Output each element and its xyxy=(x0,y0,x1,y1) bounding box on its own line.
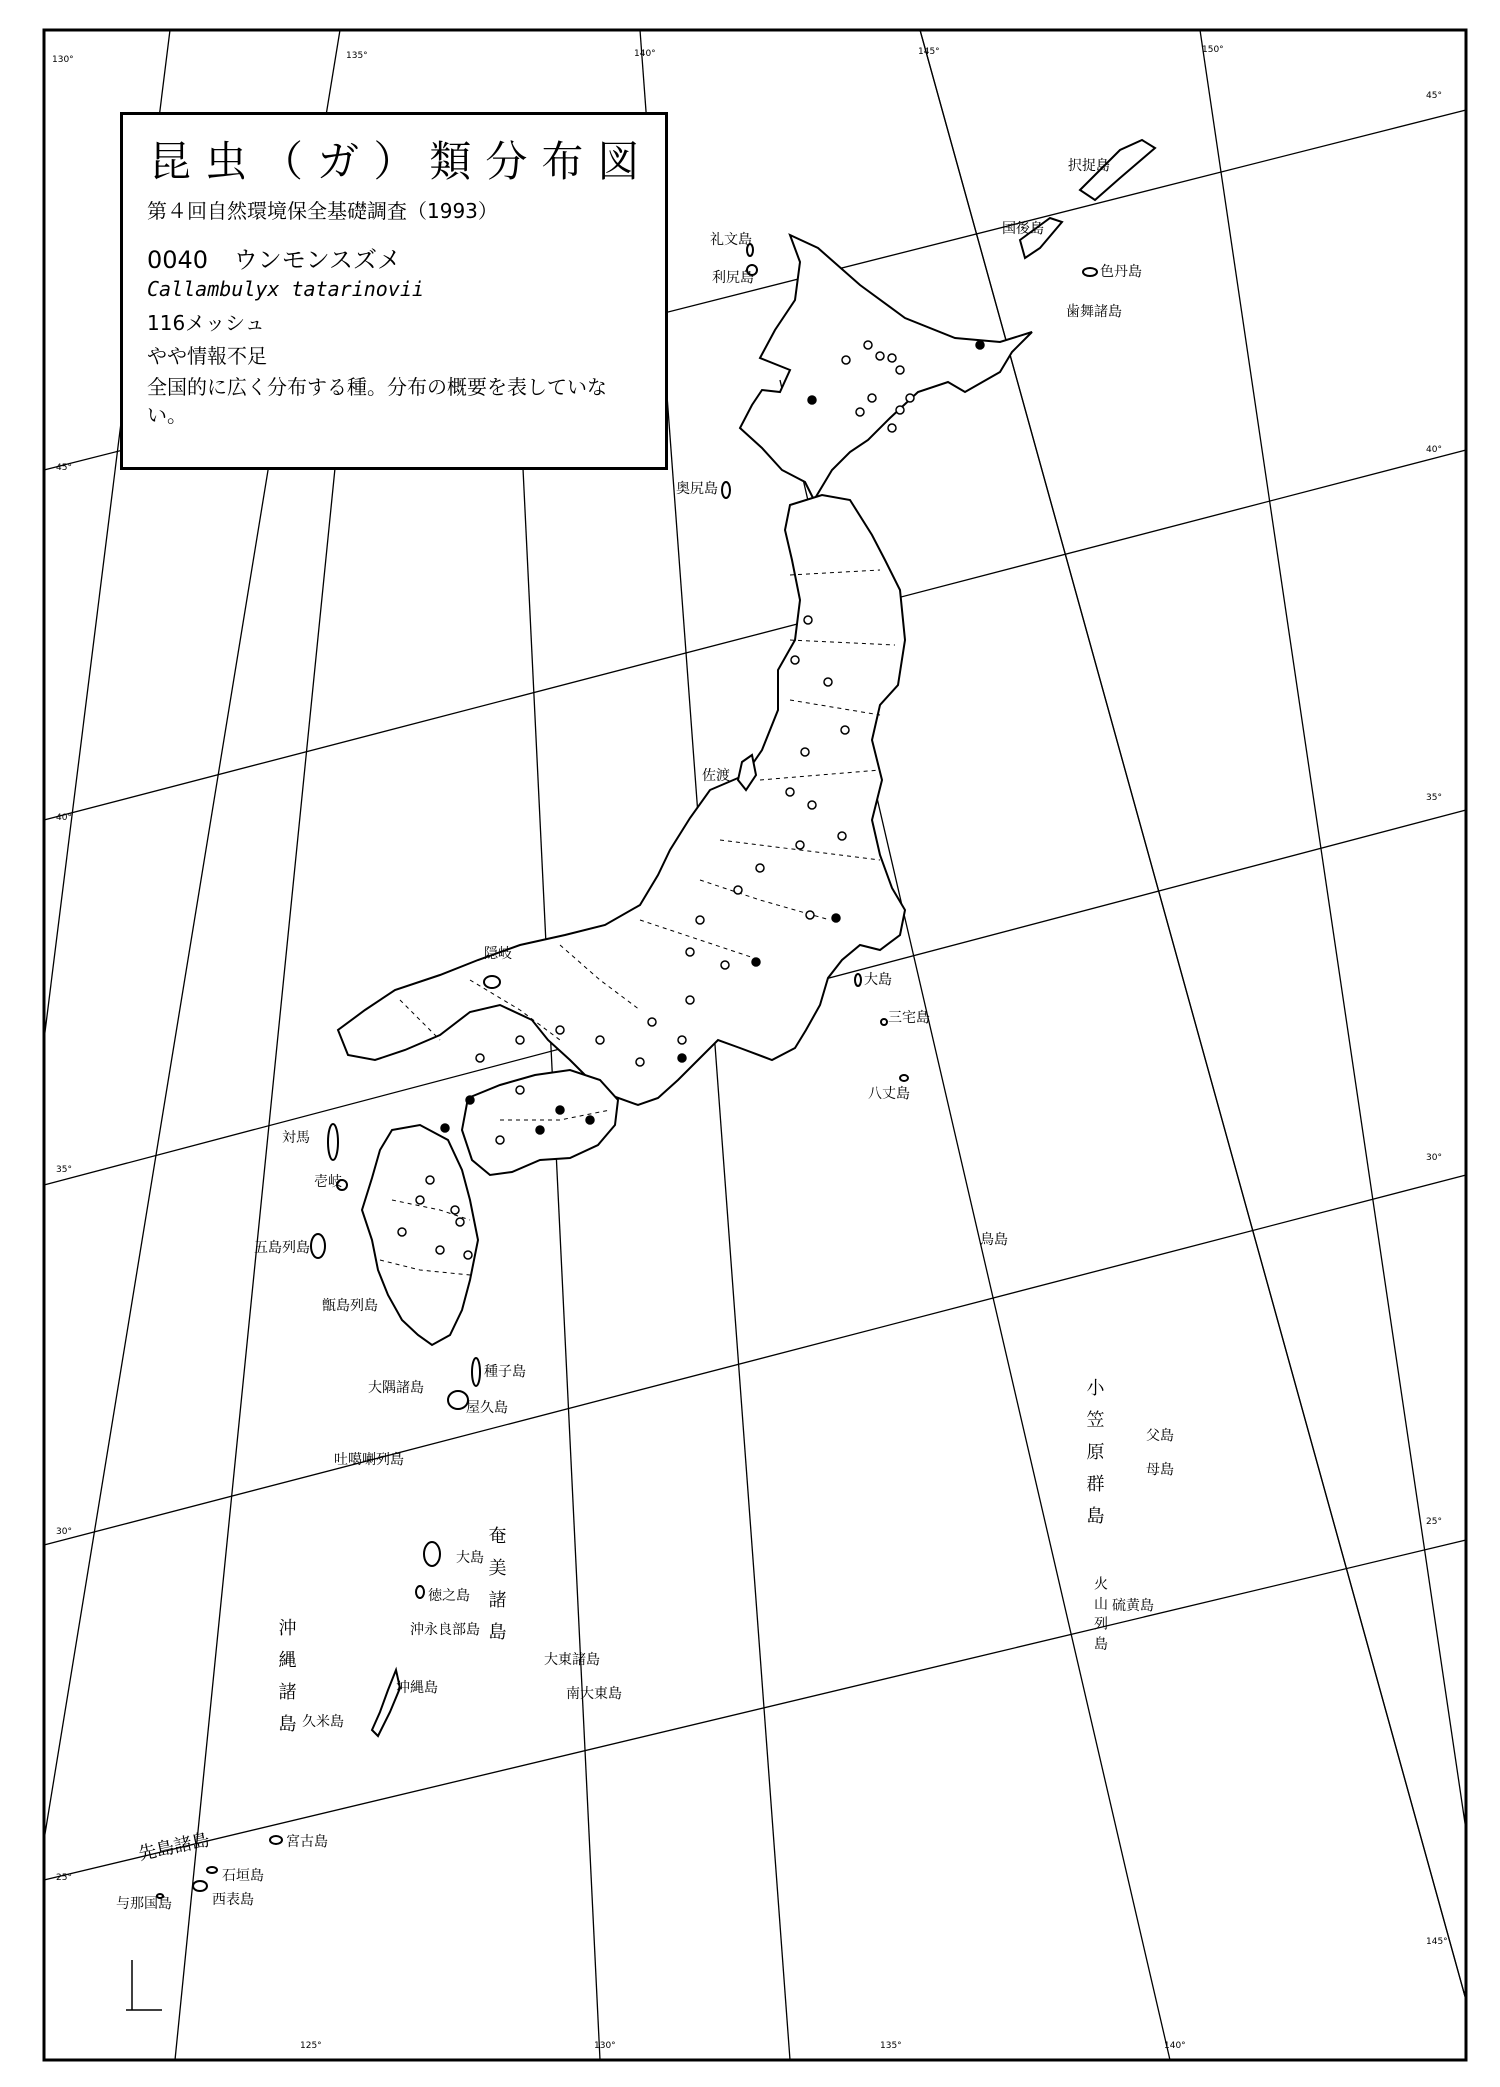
place-label: 礼文島 xyxy=(710,232,752,248)
distribution-note: 全国的に広く分布する種。分布の概要を表していない。 xyxy=(147,375,607,427)
occurrence-open-marker xyxy=(456,1218,464,1226)
place-label: 奥尻島 xyxy=(676,481,718,497)
place-label: 火山列島 xyxy=(1092,1576,1108,1656)
scientific-name: Callambulyx tatarinovii xyxy=(147,277,424,301)
occurrence-open-marker xyxy=(416,1196,424,1204)
place-label: 南大東島 xyxy=(566,1686,622,1702)
place-label: 佐渡 xyxy=(702,768,730,784)
tick-label: 40° xyxy=(1426,445,1442,455)
occurrence-open-marker xyxy=(756,864,764,872)
tick-label: 35° xyxy=(1426,793,1442,803)
occurrence-open-marker xyxy=(864,341,872,349)
occurrence-open-marker xyxy=(896,366,904,374)
tsushima-outline xyxy=(328,1124,338,1160)
occurrence-open-marker xyxy=(801,748,809,756)
place-label: 歯舞諸島 xyxy=(1066,304,1122,320)
place-label: 国後島 xyxy=(1002,221,1044,237)
tick-label: 135° xyxy=(880,2041,902,2051)
tick-label: 30° xyxy=(1426,1153,1442,1163)
occurrence-open-marker xyxy=(786,788,794,796)
yakushima-outline xyxy=(448,1391,468,1409)
tick-label: 150° xyxy=(1202,45,1224,55)
species-name: ウンモンスズメ xyxy=(233,246,401,274)
place-label: 沖永良部島 xyxy=(410,1622,480,1638)
map-title: 昆虫（ガ）類分布図 xyxy=(149,137,654,186)
place-label: 奄美諸島 xyxy=(485,1526,507,1654)
place-label: 吐噶喇列島 xyxy=(334,1452,404,1468)
occurrence-open-marker xyxy=(678,1036,686,1044)
occurrence-filled-marker xyxy=(752,958,760,966)
occurrence-open-marker xyxy=(888,424,896,432)
tick-label: 140° xyxy=(634,49,656,59)
tick-label: 140° xyxy=(1164,2041,1186,2051)
place-label: 父島 xyxy=(1146,1428,1174,1444)
oshima-outline xyxy=(855,974,861,986)
place-label: 大東諸島 xyxy=(544,1652,600,1668)
amami-outline xyxy=(424,1542,440,1566)
tick-label: 145° xyxy=(1426,1937,1448,1947)
iriomote-outline xyxy=(193,1881,207,1891)
occurrence-filled-marker xyxy=(466,1096,474,1104)
occurrence-open-marker xyxy=(824,678,832,686)
ishigaki-outline xyxy=(207,1867,217,1873)
occurrence-filled-marker xyxy=(976,341,984,349)
hachijo-outline xyxy=(900,1075,908,1081)
occurrence-open-marker xyxy=(464,1251,472,1259)
occurrence-open-marker xyxy=(398,1228,406,1236)
place-label: 隠岐 xyxy=(484,946,512,962)
place-label: 西表島 xyxy=(212,1892,254,1908)
tick-label: 45° xyxy=(1426,91,1442,101)
occurrence-open-marker xyxy=(721,961,729,969)
occurrence-filled-marker xyxy=(832,914,840,922)
place-label: 三宅島 xyxy=(888,1010,930,1026)
tokunoshima-outline xyxy=(416,1586,424,1598)
occurrence-open-marker xyxy=(888,354,896,362)
place-label: 八丈島 xyxy=(868,1086,910,1102)
place-label: 利尻島 xyxy=(712,270,754,286)
place-label: 石垣島 xyxy=(222,1868,264,1884)
place-label: 大隅諸島 xyxy=(368,1380,424,1396)
place-label: 久米島 xyxy=(302,1714,344,1730)
occurrence-open-marker xyxy=(841,726,849,734)
okushiri-outline xyxy=(722,482,730,498)
place-label: 五島列島 xyxy=(254,1240,310,1256)
occurrence-open-marker xyxy=(596,1036,604,1044)
occurrence-open-marker xyxy=(804,616,812,624)
occurrence-open-marker xyxy=(842,356,850,364)
occurrence-filled-marker xyxy=(808,396,816,404)
species-row xyxy=(147,240,645,275)
place-label: 硫黄島 xyxy=(1112,1598,1154,1614)
occurrence-filled-marker xyxy=(556,1106,564,1114)
place-label: 先島諸島 xyxy=(136,1829,212,1865)
place-label: 沖縄島 xyxy=(396,1680,438,1696)
tick-label: 35° xyxy=(56,1165,72,1175)
occurrence-filled-marker xyxy=(536,1126,544,1134)
legend-box xyxy=(120,112,668,470)
place-label: 対馬 xyxy=(282,1130,310,1146)
shikotan-outline xyxy=(1083,268,1097,276)
survey-subtitle: 第４回自然環境保全基礎調査（1993） xyxy=(147,199,498,223)
occurrence-open-marker xyxy=(868,394,876,402)
occurrence-open-marker xyxy=(796,841,804,849)
occurrence-open-marker xyxy=(808,801,816,809)
place-label: 壱岐 xyxy=(314,1174,342,1190)
place-label: 択捉島 xyxy=(1068,158,1110,174)
occurrence-filled-marker xyxy=(586,1116,594,1124)
tick-label: 25° xyxy=(1426,1517,1442,1527)
place-label: 小笠原群島 xyxy=(1083,1378,1105,1538)
tick-label: 125° xyxy=(300,2041,322,2051)
goto-outline xyxy=(311,1234,325,1258)
place-label: 色丹島 xyxy=(1100,264,1142,280)
miyake-outline xyxy=(881,1019,887,1025)
occurrence-filled-marker xyxy=(678,1054,686,1062)
tick-label: 45° xyxy=(56,463,72,473)
shikoku-outline xyxy=(462,1070,618,1175)
miyako-outline xyxy=(270,1836,282,1844)
occurrence-open-marker xyxy=(896,406,904,414)
occurrence-open-marker xyxy=(734,886,742,894)
species-code: 0040 xyxy=(147,246,209,274)
occurrence-open-marker xyxy=(686,996,694,1004)
place-label: 屋久島 xyxy=(466,1400,508,1416)
mesh-count: 116メッシュ xyxy=(147,311,265,335)
occurrence-open-marker xyxy=(516,1036,524,1044)
occurrence-open-marker xyxy=(856,408,864,416)
occurrence-open-marker xyxy=(686,948,694,956)
occurrence-open-marker xyxy=(791,656,799,664)
place-label: 宮古島 xyxy=(286,1834,328,1850)
place-label: 鳥島 xyxy=(980,1232,1008,1248)
occurrence-open-marker xyxy=(838,832,846,840)
occurrence-open-marker xyxy=(516,1086,524,1094)
occurrence-open-marker xyxy=(436,1246,444,1254)
occurrence-open-marker xyxy=(476,1054,484,1062)
status-text: やや情報不足 xyxy=(147,344,267,368)
tick-label: 130° xyxy=(594,2041,616,2051)
occurrence-open-marker xyxy=(451,1206,459,1214)
tick-label: 30° xyxy=(56,1527,72,1537)
occurrence-open-marker xyxy=(636,1058,644,1066)
tanegashima-outline xyxy=(472,1358,480,1386)
honshu-outline xyxy=(338,495,905,1105)
occurrence-filled-marker xyxy=(441,1124,449,1132)
occurrence-open-marker xyxy=(696,916,704,924)
tick-label: 130° xyxy=(52,55,74,65)
occurrence-open-marker xyxy=(496,1136,504,1144)
corner-mark xyxy=(126,1960,162,2010)
kyushu-outline xyxy=(362,1125,478,1345)
occurrence-open-marker xyxy=(906,394,914,402)
place-label: 甑島列島 xyxy=(322,1298,378,1314)
tick-label: 25° xyxy=(56,1873,72,1883)
place-label: 種子島 xyxy=(484,1364,526,1380)
oki-outline xyxy=(484,976,500,988)
tick-label: 40° xyxy=(56,813,72,823)
place-label: 大島 xyxy=(456,1550,484,1566)
occurrence-open-marker xyxy=(648,1018,656,1026)
place-label: 母島 xyxy=(1146,1462,1174,1478)
place-label: 与那国島 xyxy=(116,1896,172,1912)
occurrence-open-marker xyxy=(876,352,884,360)
occurrence-open-marker xyxy=(806,911,814,919)
tick-label: 145° xyxy=(918,47,940,57)
place-label: 徳之島 xyxy=(428,1588,470,1604)
occurrence-open-marker xyxy=(556,1026,564,1034)
place-label: 大島 xyxy=(864,972,892,988)
occurrence-open-marker xyxy=(426,1176,434,1184)
tick-label: 135° xyxy=(346,51,368,61)
place-label: 沖縄諸島 xyxy=(275,1618,297,1746)
